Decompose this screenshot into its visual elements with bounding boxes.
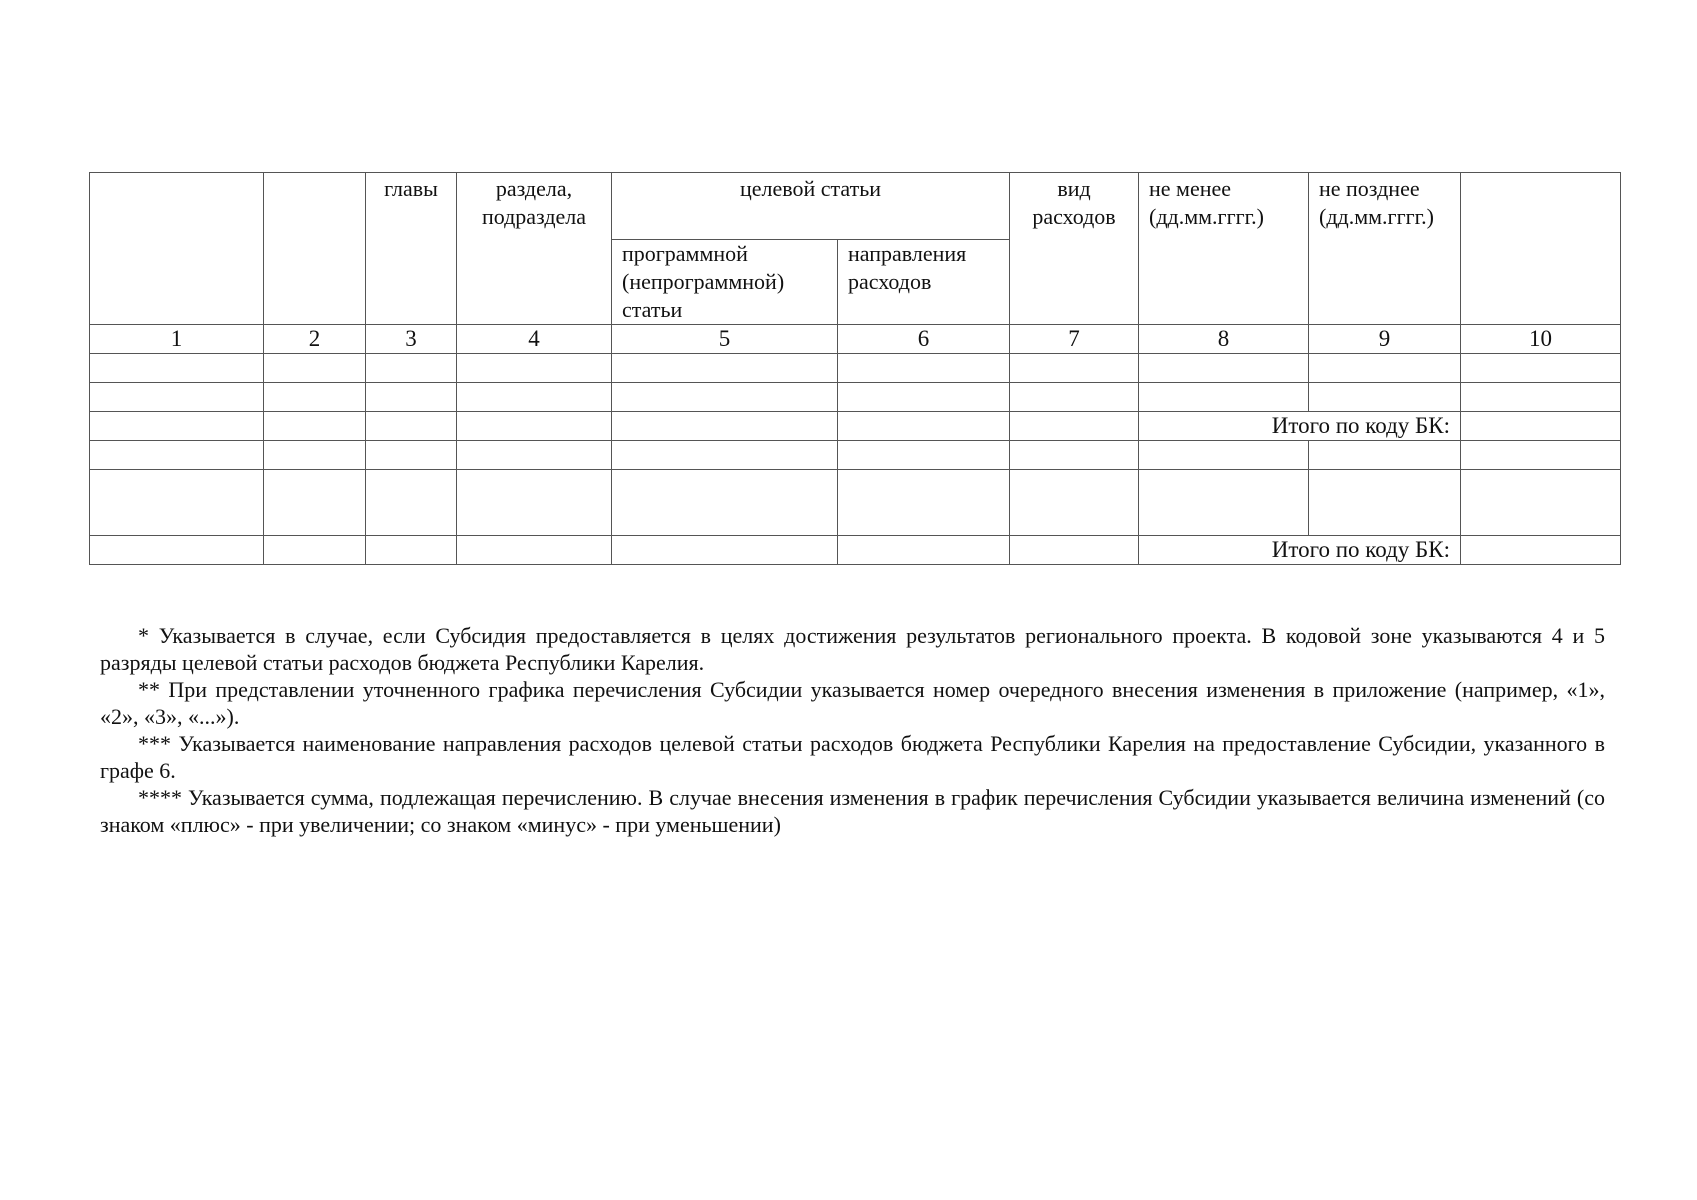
table-cell[interactable]: [1139, 354, 1309, 383]
table-cell[interactable]: [264, 383, 366, 412]
header-cell-chapter: главы: [366, 173, 457, 325]
header-cell-not-earlier: не менее (дд.мм.гггг.): [1139, 173, 1309, 325]
table-cell[interactable]: [1010, 536, 1139, 565]
table-cell[interactable]: [838, 441, 1010, 470]
header-row: [90, 173, 1621, 240]
table-cell[interactable]: [90, 536, 264, 565]
table-cell[interactable]: [1010, 470, 1139, 536]
table-cell[interactable]: [457, 441, 612, 470]
table-row: [90, 354, 1621, 383]
table-cell[interactable]: [1461, 470, 1621, 536]
column-number: 6: [838, 325, 1010, 354]
table-cell[interactable]: [1461, 354, 1621, 383]
total-row: [90, 536, 1621, 565]
table-cell[interactable]: [264, 412, 366, 441]
footnote-1: * Указывается в случае, если Субсидия предоставляется в целях достижения результатов регионального проекта. В кодовой зоне указываются 4 и 5 разряды целевой статьи расходов бюджета Республики Карелия.: [100, 623, 1605, 675]
table-cell[interactable]: [366, 412, 457, 441]
header-cell-target-article: целевой статьи: [612, 173, 1010, 240]
table-cell[interactable]: [1309, 383, 1461, 412]
column-number: 2: [264, 325, 366, 354]
table-cell[interactable]: [264, 536, 366, 565]
header-cell-program-article: программной (непрограммной) статьи: [612, 240, 838, 325]
column-number: 9: [1309, 325, 1461, 354]
table-cell[interactable]: [90, 470, 264, 536]
header-cell-expense-direction: направления расходов: [838, 240, 1010, 325]
table-cell[interactable]: [366, 536, 457, 565]
table-cell[interactable]: [457, 470, 612, 536]
table-cell[interactable]: [457, 412, 612, 441]
table-cell[interactable]: [1139, 383, 1309, 412]
table-cell[interactable]: [612, 536, 838, 565]
header-cell-expense-type: вид расходов: [1010, 173, 1139, 325]
table-cell[interactable]: [90, 383, 264, 412]
table-cell[interactable]: [838, 536, 1010, 565]
table-cell[interactable]: [1461, 383, 1621, 412]
table-cell[interactable]: [1010, 441, 1139, 470]
table-cell[interactable]: [1309, 470, 1461, 536]
table-cell[interactable]: [264, 354, 366, 383]
total-row: [90, 412, 1621, 441]
column-number-row: [90, 325, 1621, 354]
table-row: [90, 470, 1621, 536]
table-cell[interactable]: [264, 470, 366, 536]
total-label: Итого по коду БК:: [1139, 536, 1461, 565]
table-cell[interactable]: [838, 412, 1010, 441]
table-cell[interactable]: [1010, 412, 1139, 441]
table-cell[interactable]: [90, 354, 264, 383]
table-cell[interactable]: [366, 354, 457, 383]
footnote-2: ** При представлении уточненного графика перечисления Субсидии указывается номер очередного внесения изменения в приложение (например, «1», «2», «3», «...»).: [100, 677, 1605, 729]
header-cell-2: [264, 173, 366, 325]
table-cell[interactable]: [457, 354, 612, 383]
column-number: 1: [90, 325, 264, 354]
table-cell[interactable]: [612, 354, 838, 383]
table-cell[interactable]: [1309, 354, 1461, 383]
table-cell[interactable]: [366, 383, 457, 412]
table-cell[interactable]: [1461, 441, 1621, 470]
column-number: 4: [457, 325, 612, 354]
column-number: 7: [1010, 325, 1139, 354]
table-cell[interactable]: [90, 441, 264, 470]
column-number: 8: [1139, 325, 1309, 354]
total-value-cell[interactable]: [1461, 536, 1621, 565]
table-row: [90, 441, 1621, 470]
table-cell[interactable]: [612, 470, 838, 536]
table-cell[interactable]: [1010, 354, 1139, 383]
table-cell[interactable]: [264, 441, 366, 470]
total-label: Итого по коду БК:: [1139, 412, 1461, 441]
table-cell[interactable]: [1309, 441, 1461, 470]
table-cell[interactable]: [1139, 470, 1309, 536]
table-cell[interactable]: [457, 536, 612, 565]
table-cell[interactable]: [612, 383, 838, 412]
footnote-3: *** Указывается наименование направления расходов целевой статьи расходов бюджета Республики Карелия на предоставление Субсидии, указанного в графе 6.: [100, 731, 1605, 783]
table-row: [90, 383, 1621, 412]
table-cell[interactable]: [366, 470, 457, 536]
table-cell[interactable]: [612, 412, 838, 441]
table-cell[interactable]: [1010, 383, 1139, 412]
total-value-cell[interactable]: [1461, 412, 1621, 441]
table-cell[interactable]: [838, 383, 1010, 412]
column-number: 5: [612, 325, 838, 354]
table-cell[interactable]: [366, 441, 457, 470]
column-number: 10: [1461, 325, 1621, 354]
table-cell[interactable]: [1139, 441, 1309, 470]
table-cell[interactable]: [457, 383, 612, 412]
table-cell[interactable]: [838, 470, 1010, 536]
footnote-4: **** Указывается сумма, подлежащая перечислению. В случае внесения изменения в график перечисления Субсидии указывается величина изменений (со знаком «плюс» - при увеличении; со знаком «минус» - при уменьшении): [100, 785, 1605, 837]
header-cell-not-later: не позднее (дд.мм.гггг.): [1309, 173, 1461, 325]
column-number: 3: [366, 325, 457, 354]
header-cell-section: раздела, подраздела: [457, 173, 612, 325]
header-cell-1: [90, 173, 264, 325]
table-cell[interactable]: [90, 412, 264, 441]
schedule-table: [89, 172, 1621, 565]
table-cell[interactable]: [612, 441, 838, 470]
footnotes: [100, 622, 1605, 838]
table-cell[interactable]: [838, 354, 1010, 383]
header-cell-10: [1461, 173, 1621, 325]
